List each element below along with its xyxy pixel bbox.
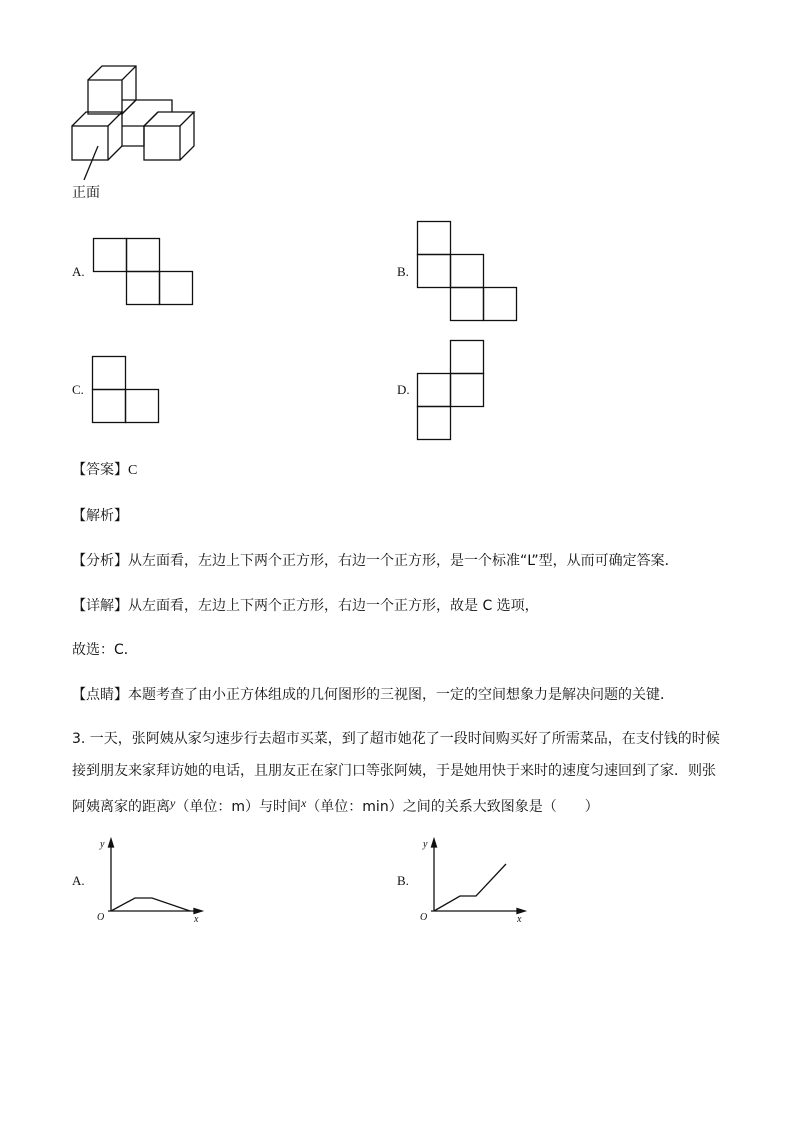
q3-line-3-b: （单位：m）与时间 [175,799,301,815]
q3-line-3-a: 阿姨离家的距离 [72,799,170,815]
dianjing-line [72,685,674,705]
answer-line [72,460,137,481]
q3-a-y-label: y [100,839,105,850]
q3-b-origin: O [420,912,428,923]
option-d-letter: D. [397,382,410,397]
answer-tag: 【答案】 [72,462,128,478]
q3-option-a-letter: A. [72,873,85,888]
cube-figure [68,62,208,202]
q3-line-2: 接到朋友来家拜访她的电话，且朋友正在家门口等张阿姨，于是她用快于来时的速度匀速回到了家．则张 [72,763,716,779]
option-b-letter: B. [397,264,409,279]
analysis-tag: 【解析】 [72,508,128,524]
dianjing-tag: 【点睛】 [72,687,128,703]
option-d-shape [417,340,485,440]
xiangjie-text: 从左面看，左边上下两个正方形，右边一个正方形，故是 C 选项， [128,598,539,614]
q3-line-3-c: （单位：min）之间的关系大致图象是（ ） [306,799,599,815]
q3-option-b-letter: B. [397,873,409,888]
option-c-shape [92,356,160,424]
q3-line-3 [72,793,599,817]
q3-a-origin: O [97,912,105,923]
xiangjie-tag: 【详解】 [72,598,128,614]
fenxi-line [72,551,679,571]
gu-xuan-line: 故选：C． [72,642,138,658]
q3-b-y-label: y [423,839,428,850]
q3-line-1: 3. 一天，张阿姨从家匀速步行去超市买菜，到了超市她花了一段时间购买好了所需菜品，在支付钱的时候 [72,731,720,747]
option-b-shape [417,221,519,323]
xiangjie-line [72,596,539,616]
answer-value: C [128,463,138,478]
front-label: 正面 [72,185,100,201]
q3-option-b-graph [417,836,527,926]
fenxi-tag: 【分析】 [72,553,128,569]
q3-option-a-graph [94,836,204,926]
dianjing-text: 本题考查了由小正方体组成的几何图形的三视图，一定的空间想象力是解决问题的关键． [128,687,674,703]
q3-a-x-label: x [194,914,199,925]
q3-b-x-label: x [517,914,522,925]
q3-var-y: y [170,796,176,810]
option-a-shape [93,238,194,305]
q3-var-x: x [300,796,307,810]
option-c-letter: C. [72,382,84,397]
option-a-letter: A. [72,264,85,279]
fenxi-text: 从左面看，左边上下两个正方形，右边一个正方形，是一个标准“L”型，从而可确定答案． [128,553,679,569]
